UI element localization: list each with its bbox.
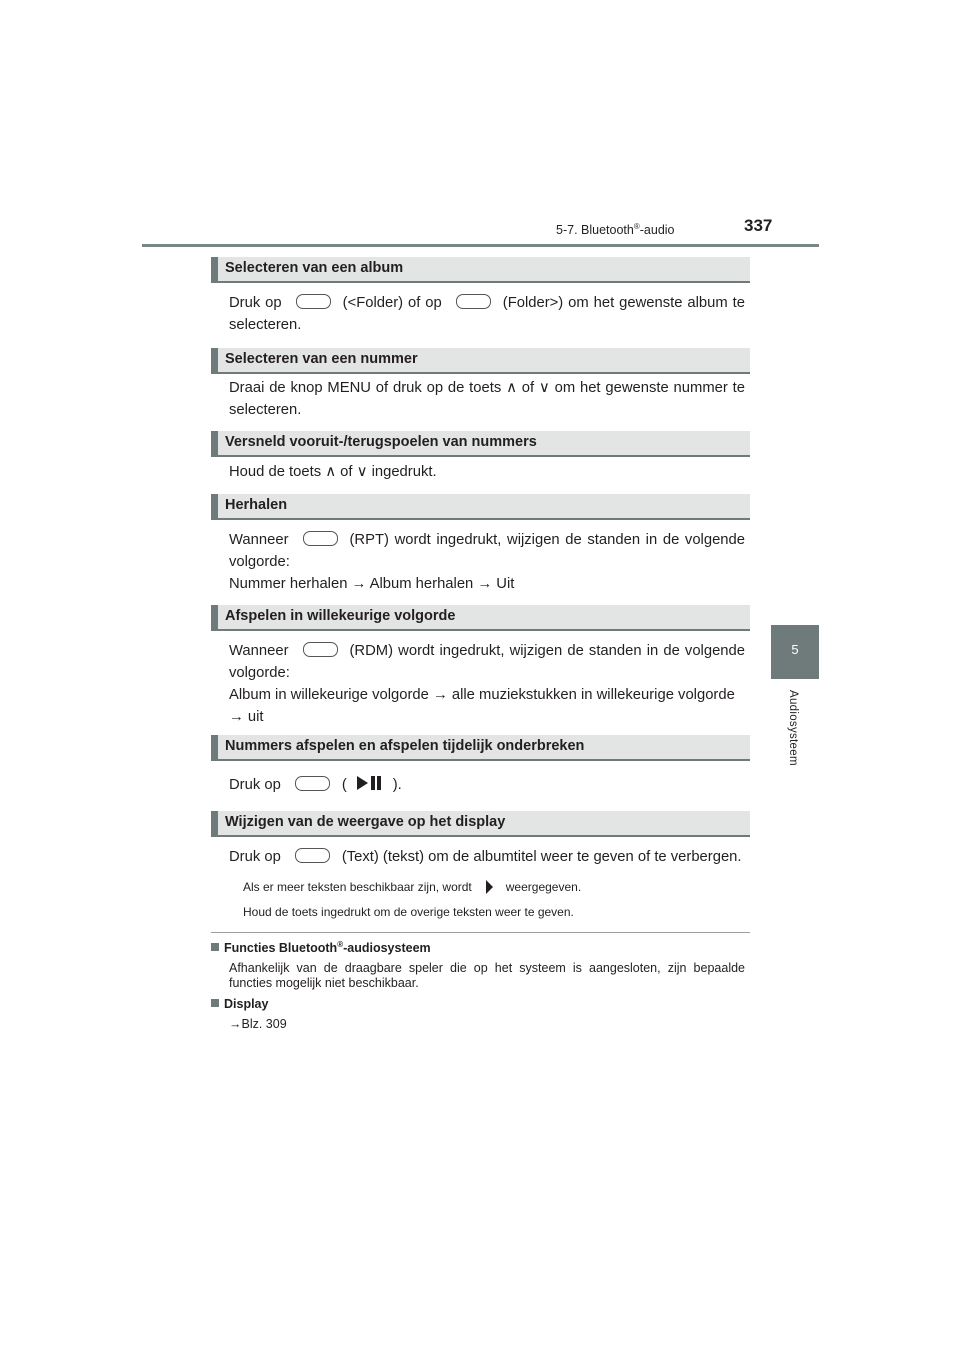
chapter-tab: 5 (771, 625, 819, 677)
note-body-display: →Blz. 309 (229, 1017, 287, 1031)
chapter-label: Audiosysteem (787, 690, 799, 766)
track-paragraph: Draai de knop MENU of druk op de toets ∧ of ∨ om het gewenste nummer te selecteren. (229, 380, 745, 418)
playpause-paragraph: Druk op ( ). (229, 774, 745, 796)
section-heading-repeat: Herhalen (211, 494, 750, 520)
button-outline-icon (303, 531, 338, 546)
button-outline-icon (295, 848, 330, 863)
play-pause-icon (357, 774, 383, 792)
repeat-sequence: Nummer herhalen → Album herhalen → Uit (229, 576, 515, 592)
button-outline-icon (303, 642, 338, 657)
ffrew-paragraph: Houd de toets ∧ of ∨ ingedrukt. (229, 464, 437, 480)
chapter-tab-rule (771, 677, 819, 679)
square-bullet-icon (211, 943, 219, 951)
button-outline-icon (296, 294, 331, 309)
section-heading-random: Afspelen in willekeurige volgorde (211, 605, 750, 631)
random-sequence: Album in willekeurige volgorde → alle muziekstukken in willekeurige volgorde → uit (229, 687, 735, 725)
note-title-functions: Functies Bluetooth®-audiosysteem (211, 940, 431, 955)
header-rule (142, 244, 819, 247)
arrow-right-icon (482, 879, 496, 895)
section-heading-track: Selecteren van een nummer (211, 348, 750, 374)
button-outline-icon (295, 776, 330, 791)
section-heading-album: Selecteren van een album (211, 257, 750, 283)
section-heading-display: Wijzigen van de weergave op het display (211, 811, 750, 837)
display-paragraph: Druk op (Text) (tekst) om de albumtitel weer te geven of te verbergen. (229, 849, 742, 865)
page-number: 337 (744, 216, 773, 235)
display-note-2: Houd de toets ingedrukt om de overige teksten weer te geven. (243, 905, 574, 919)
square-bullet-icon (211, 999, 219, 1007)
section-heading-playpause: Nummers afspelen en afspelen tijdelijk onderbreken (211, 735, 750, 761)
repeat-paragraph: Wanneer (RPT) wordt ingedrukt, wijzigen de standen in de volgende volgorde: (229, 532, 745, 570)
display-note-1: Als er meer teksten beschikbaar zijn, wordt weergegeven. (243, 880, 582, 895)
random-paragraph: Wanneer (RDM) wordt ingedrukt, wijzigen de standen in de volgende volgorde: (229, 643, 745, 681)
section-heading-ffrew: Versneld vooruit-/terugspoelen van nummers (211, 431, 750, 457)
button-outline-icon (456, 294, 491, 309)
note-body-functions: Afhankelijk van de draagbare speler die op het systeem is aangesloten, zijn bepaalde functies mogelijk niet beschikbaar. (229, 961, 745, 990)
note-title-display: Display (211, 997, 268, 1011)
album-paragraph: Druk op (<Folder) of op (Folder>) om het gewenste album te selecteren. (229, 295, 745, 333)
notes-rule (211, 932, 750, 933)
section-header: 5-7. Bluetooth®-audio (556, 222, 675, 238)
